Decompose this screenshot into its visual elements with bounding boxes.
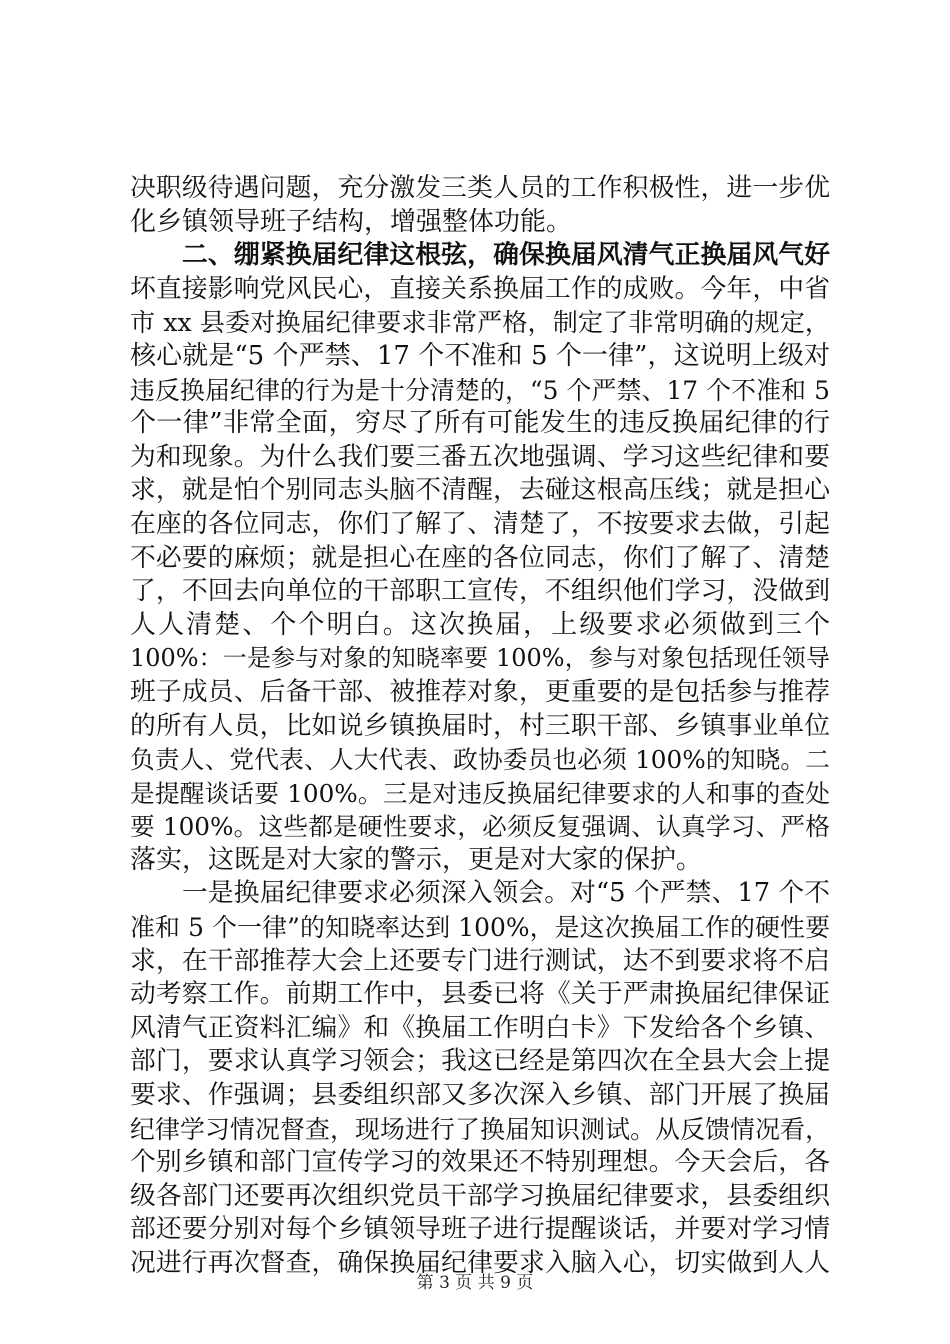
text-line: 在座的各位同志，你们了解了、清楚了，不按要求去做，引起 — [130, 508, 830, 539]
text-line: 部还要分别对每个乡镇领导班子进行提醒谈话，并要对学习情 — [130, 1214, 830, 1245]
text-line: 100%：一是参与对象的知晓率要 100%，参与对象包括现任领导 — [130, 644, 830, 673]
text-line: 违反换届纪律的行为是十分清楚的，“5 个严禁、17 个不准和 5 — [130, 375, 830, 405]
text-line: 级各部门还要再次组织党员干部学习换届纪律要求，县委组织 — [130, 1180, 830, 1211]
text-line: 的所有人员，比如说乡镇换届时，村三职干部、乡镇事业单位 — [130, 710, 830, 741]
text-line: 个别乡镇和部门宣传学习的效果还不特别理想。今天会后，各 — [130, 1147, 830, 1178]
text-line: 要求、作强调；县委组织部又多次深入乡镇、部门开展了换届 — [130, 1080, 830, 1111]
paragraph-2 — [130, 239, 830, 877]
page-number-footer: 第 3 页 共 9 页 — [416, 1273, 534, 1293]
text-line: 坏直接影响党风民心，直接关系换届工作的成败。今年，中省 — [130, 273, 830, 304]
text-line: 况进行再次督查，确保换届纪律要求入脑入心，切实做到人人 — [130, 1248, 830, 1278]
text-line: 核心就是“5 个严禁、17 个不准和 5 个一律”，这说明上级对 — [130, 340, 830, 371]
text-line: 风清气正资料汇编》和《换届工作明白卡》下发给各个乡镇、 — [130, 1012, 830, 1043]
text-line: 要 100%。这些都是硬性要求，必须反复强调、认真学习、严格 — [130, 812, 830, 842]
paragraph-1 — [130, 172, 830, 239]
text-line: 决职级待遇问题，充分激发三类人员的工作积极性，进一步优 — [130, 173, 830, 203]
text-line: 人人清楚、个个明白。这次换届，上级要求必须做到三个 — [130, 609, 830, 640]
text-line: 部门，要求认真学习领会；我这已经是第四次在全县大会上提 — [130, 1046, 830, 1077]
text-line: 班子成员、后备干部、被推荐对象，更重要的是包括参与推荐 — [130, 676, 830, 707]
text-line: 动考察工作。前期工作中，县委已将《关于严肃换届纪律保证 — [130, 979, 830, 1010]
text-line: 准和 5 个一律”的知晓率达到 100%，是这次换届工作的硬性要 — [130, 913, 830, 943]
text-line: 化乡镇领导班子结构，增强整体功能。 — [130, 206, 573, 237]
text-line: 求，就是怕个别同志头脑不清醒，去碰这根高压线；就是担心 — [130, 475, 830, 506]
text-line: 纪律学习情况督查，现场进行了换届知识测试。从反馈情况看， — [130, 1114, 830, 1144]
document-body — [130, 172, 830, 1281]
text-line: 落实，这既是对大家的警示，更是对大家的保护。 — [130, 844, 703, 875]
text-line: 了，不回去向单位的干部职工宣传，不组织他们学习，没做到 — [130, 576, 830, 607]
text-line: 市 xx 县委对换届纪律要求非常严格，制定了非常明确的规定， — [130, 308, 830, 338]
text-line: 个一律”非常全面，穷尽了所有可能发生的违反换届纪律的行 — [130, 408, 830, 439]
text-line: 一是换届纪律要求必须深入领会。对“5 个严禁、17 个不 — [182, 878, 830, 909]
section-heading: 二、绷紧换届纪律这根弦，确保换届风清气正换届风气好 — [182, 240, 830, 271]
text-line: 负责人、党代表、人大代表、政协委员也必须 100%的知晓。二 — [130, 745, 830, 775]
text-line: 是提醒谈话要 100%。三是对违反换届纪律要求的人和事的查处 — [130, 778, 830, 808]
paragraph-3 — [130, 877, 830, 1280]
text-line: 求，在干部推荐大会上还要专门进行测试，达不到要求将不启 — [130, 945, 830, 976]
text-line: 为和现象。为什么我们要三番五次地强调、学习这些纪律和要 — [130, 441, 830, 472]
section-heading-line — [130, 239, 830, 273]
text-line: 不必要的麻烦；就是担心在座的各位同志，你们了解了、清楚 — [130, 542, 830, 573]
